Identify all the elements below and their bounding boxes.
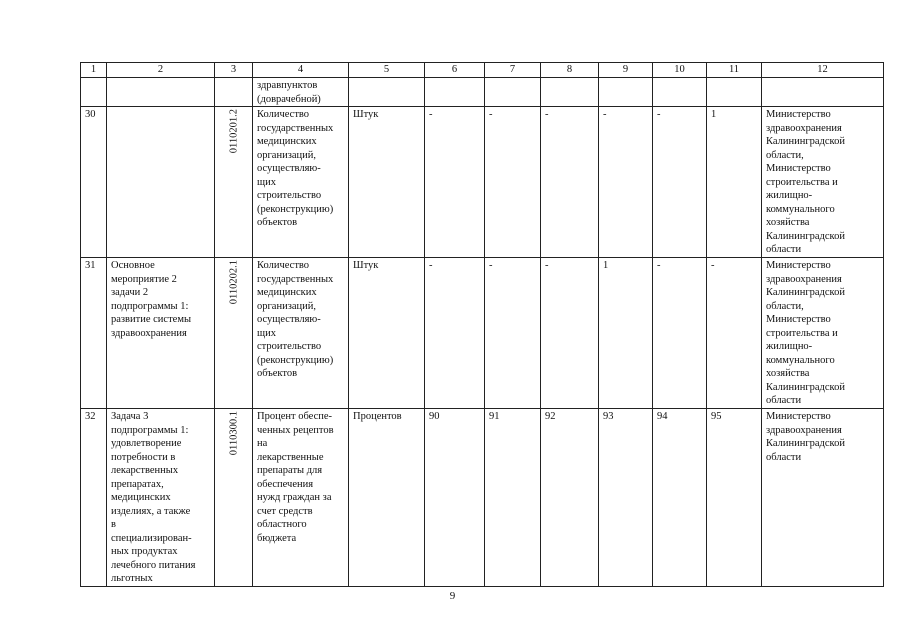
value-cell: - <box>653 258 707 409</box>
indicator-cell: Процент обеспе- ченных рецептов на лекарственные препараты для обеспечения нужд граждан за счет средств областного бюджета <box>253 409 349 587</box>
value-cell: - <box>707 258 762 409</box>
value-cell: - <box>485 258 541 409</box>
header-cell: 10 <box>653 63 707 78</box>
code-text: 0110300.1 <box>227 411 239 456</box>
header-cell: 6 <box>425 63 485 78</box>
header-cell: 5 <box>349 63 425 78</box>
unit-cell: Штук <box>349 258 425 409</box>
activity-name: Основное мероприятие 2 задачи 2 подпрограммы 1: развитие системы здравоохранения <box>107 258 215 409</box>
code-cell <box>215 409 253 587</box>
code-cell <box>215 107 253 258</box>
row-number: 32 <box>81 409 107 587</box>
code-text: 0110201.2 <box>227 109 239 154</box>
value-cell: - <box>653 107 707 258</box>
value-cell: 1 <box>599 258 653 409</box>
header-cell: 8 <box>541 63 599 78</box>
indicator-cell: Количество государственных медицинских организаций, осуществляю- щих строительство (реконструкцию) объектов <box>253 258 349 409</box>
responsible-cell: Министерство здравоохранения Калининградской области <box>762 409 884 587</box>
value-cell: 1 <box>707 107 762 258</box>
header-cell: 4 <box>253 63 349 78</box>
value-cell: 90 <box>425 409 485 587</box>
header-cell: 7 <box>485 63 541 78</box>
responsible-cell: Министерство здравоохранения Калининградской области, Министерство строительства и жилищно- коммунального хозяйства Калининградской области <box>762 258 884 409</box>
responsible-cell: Министерство здравоохранения Калининградской области, Министерство строительства и жилищно- коммунального хозяйства Калининградской области <box>762 107 884 258</box>
table-row <box>81 258 884 409</box>
header-cell: 2 <box>107 63 215 78</box>
code-cell <box>215 258 253 409</box>
indicator-cell: здравпунктов (доврачебной) <box>253 78 349 107</box>
value-cell: 94 <box>653 409 707 587</box>
header-row <box>81 63 884 78</box>
continuation-row <box>81 78 884 107</box>
header-cell: 11 <box>707 63 762 78</box>
header-cell: 1 <box>81 63 107 78</box>
page-number: 9 <box>449 590 456 602</box>
header-cell: 9 <box>599 63 653 78</box>
unit-cell: Процентов <box>349 409 425 587</box>
row-number: 30 <box>81 107 107 258</box>
value-cell: - <box>485 107 541 258</box>
value-cell: - <box>541 258 599 409</box>
header-cell: 3 <box>215 63 253 78</box>
activity-name: Задача 3 подпрограммы 1: удовлетворение потребности в лекарственных препаратах, медицинских изделиях, а также в специализирован- ных продуктах лечебного питания льготных <box>107 409 215 587</box>
indicator-cell: Количество государственных медицинских организаций, осуществляю- щих строительство (реконструкцию) объектов <box>253 107 349 258</box>
value-cell: 92 <box>541 409 599 587</box>
value-cell: 91 <box>485 409 541 587</box>
unit-cell: Штук <box>349 107 425 258</box>
table-row <box>81 409 884 587</box>
value-cell: - <box>425 258 485 409</box>
value-cell: - <box>541 107 599 258</box>
row-number: 31 <box>81 258 107 409</box>
value-cell: 95 <box>707 409 762 587</box>
value-cell: - <box>599 107 653 258</box>
activity-name <box>107 107 215 258</box>
value-cell: - <box>425 107 485 258</box>
code-text: 0110202.1 <box>227 260 239 305</box>
table-row <box>81 107 884 258</box>
header-cell: 12 <box>762 63 884 78</box>
value-cell: 93 <box>599 409 653 587</box>
data-table <box>80 62 884 587</box>
